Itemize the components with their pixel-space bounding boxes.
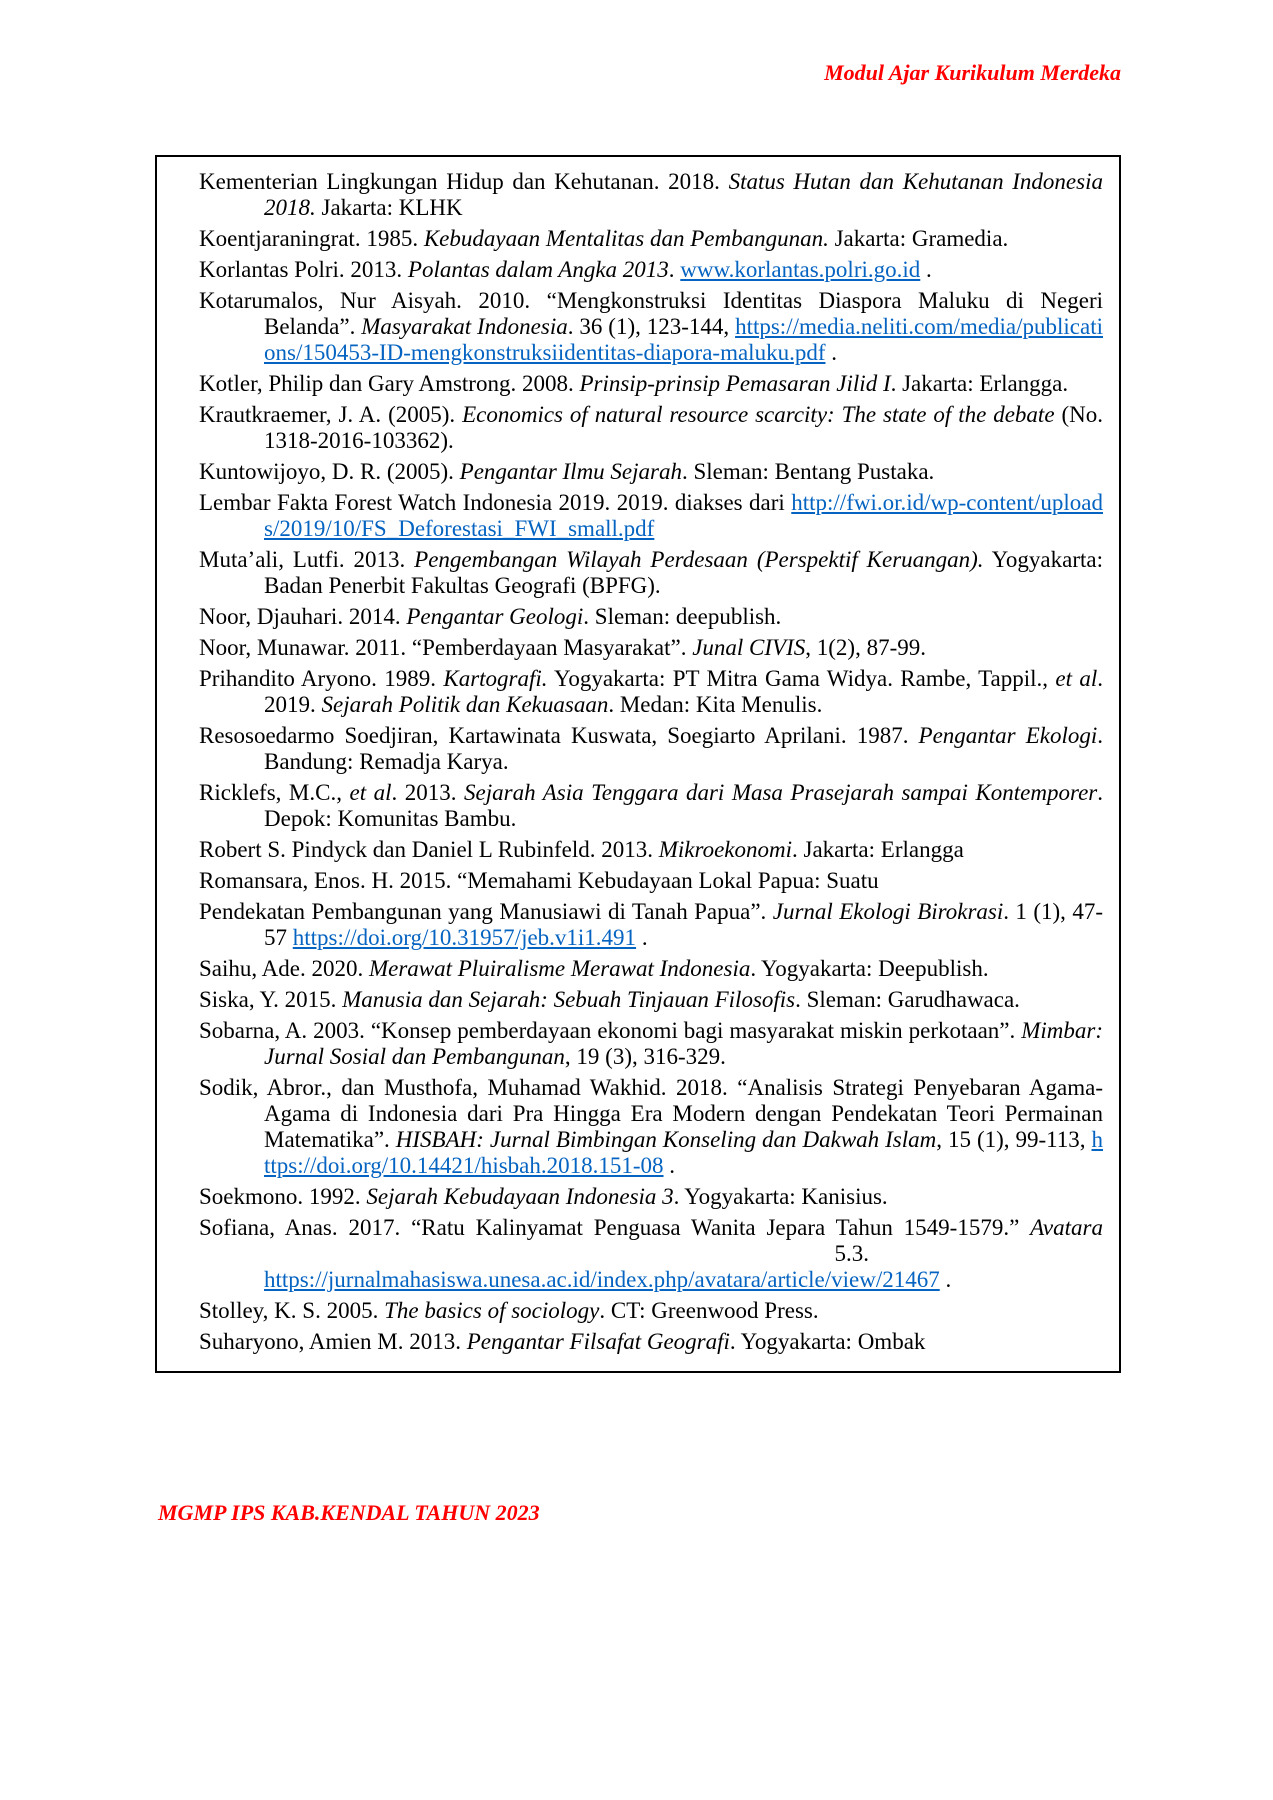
reference-text: Stolley, K. S. 2005. <box>199 1298 385 1323</box>
reference-text: , 19 (3), 316-329. <box>564 1044 726 1069</box>
reference-text: Muta’ali, Lutfi. 2013. <box>199 547 415 572</box>
reference-item <box>199 169 1103 221</box>
reference-text: Kuntowijoyo, D. R. (2005). <box>199 459 460 484</box>
reference-item <box>199 1018 1103 1070</box>
reference-item <box>199 604 1103 630</box>
reference-link[interactable]: https://media.neliti.com/media/publications/150453-ID-mengkonstruksiidentitas-diapora-maluku.pdf <box>264 314 1103 365</box>
reference-text: 5.3. <box>834 1241 870 1266</box>
references-list <box>199 169 1103 1355</box>
reference-text: Jakarta: Gramedia. <box>828 226 1009 251</box>
reference-text: Avatara <box>1030 1215 1103 1240</box>
reference-text: . <box>939 1267 952 1292</box>
reference-item <box>199 257 1103 283</box>
page-footer <box>158 1500 540 1526</box>
reference-text: . Yogyakarta: Deepublish. <box>750 956 989 981</box>
reference-item <box>199 780 1103 832</box>
reference-item <box>199 459 1103 485</box>
reference-link[interactable]: www.korlantas.polri.go.id <box>680 257 921 282</box>
reference-text: . Depok: Komunitas Bambu. <box>264 780 1103 831</box>
reference-text: Yogyakarta: PT Mitra Gama Widya. Rambe, Tappil., <box>547 666 1056 691</box>
reference-text: . 2019. <box>264 666 1103 717</box>
reference-text: et al <box>1055 666 1098 691</box>
reference-item <box>199 1298 1103 1324</box>
reference-text: . Sleman: deepublish. <box>583 604 782 629</box>
reference-item <box>199 371 1103 397</box>
reference-text: Mimbar: Jurnal Sosial dan Pembangunan <box>264 1018 1103 1069</box>
reference-text: Siska, Y. 2015. <box>199 987 343 1012</box>
reference-text: Sofiana, Anas. 2017. “Ratu Kalinyamat Penguasa Wanita Jepara Tahun 1549-1579.” <box>199 1215 1031 1240</box>
reference-item <box>199 1215 1103 1293</box>
reference-text: The basics of sociology <box>384 1298 600 1323</box>
reference-link[interactable]: https://jurnalmahasiswa.unesa.ac.id/index.php/avatara/article/view/21467 <box>264 1267 940 1292</box>
reference-text: Noor, Djauhari. 2014. <box>199 604 407 629</box>
reference-text: Resosoedarmo Soedjiran, Kartawinata Kuswata, Soegiarto Aprilani. 1987. <box>199 723 919 748</box>
footer-note: MGMP IPS KAB.KENDAL TAHUN 2023 <box>158 1500 540 1525</box>
reference-text: Kartografi. <box>443 666 548 691</box>
reference-text: Manusia dan Sejarah: Sebuah Tinjauan Filosofis <box>342 987 796 1012</box>
reference-text: Pendekatan Pembangunan yang Manusiawi di Tanah Papua”. <box>199 899 773 924</box>
reference-text: . <box>663 1153 676 1178</box>
reference-text: Pengantar Ekologi <box>918 723 1098 748</box>
reference-text: Jakarta: KLHK <box>315 195 463 220</box>
reference-text: . CT: Greenwood Press. <box>599 1298 819 1323</box>
reference-text: Junal CIVIS <box>692 635 806 660</box>
reference-text: Merawat Pluiralisme Merawat Indonesia <box>368 956 751 981</box>
reference-text: Pengantar Filsafat Geografi <box>466 1329 730 1354</box>
reference-text: Pengantar Ilmu Sejarah <box>459 459 682 484</box>
reference-text: Pengantar Geologi <box>406 604 584 629</box>
reference-item <box>199 288 1103 366</box>
reference-text: Status Hutan dan Kehutanan Indonesia 2018. <box>264 169 1103 220</box>
reference-text: Pengembangan Wilayah Perdesaan (Perspektif Keruangan). <box>414 547 984 572</box>
reference-text: Kebudayaan Mentalitas dan Pembangunan. <box>423 226 829 251</box>
reference-text: . Yogyakarta: Ombak <box>729 1329 926 1354</box>
reference-text: Saihu, Ade. 2020. <box>199 956 369 981</box>
reference-item <box>199 899 1103 951</box>
reference-text: Ricklefs, M.C., <box>199 780 350 805</box>
reference-text: . Jakarta: Erlangga <box>792 837 964 862</box>
reference-text: Korlantas Polri. 2013. <box>199 257 408 282</box>
reference-text: Noor, Munawar. 2011. “Pemberdayaan Masyarakat”. <box>199 635 693 660</box>
reference-link[interactable]: http://fwi.or.id/wp-content/uploads/2019/10/FS_Deforestasi_FWI_small.pdf <box>264 490 1103 541</box>
reference-link[interactable]: https://doi.org/10.14421/hisbah.2018.151-08 <box>264 1127 1104 1178</box>
reference-text: (No. 1318-2016-103362). <box>264 402 1103 453</box>
reference-text: Prihandito Aryono. 1989. <box>199 666 444 691</box>
reference-text: Yogyakarta: Badan Penerbit Fakultas Geografi (BPFG). <box>264 547 1103 598</box>
reference-text: . 36 (1), 123-144, <box>567 314 736 339</box>
reference-text: Robert S. Pindyck dan Daniel L Rubinfeld. 2013. <box>199 837 659 862</box>
reference-text: . Medan: Kita Menulis. <box>608 692 823 717</box>
reference-item <box>199 666 1103 718</box>
reference-item <box>199 1329 1103 1355</box>
reference-text: Polantas dalam Angka 2013 <box>407 257 669 282</box>
reference-text: Sejarah Asia Tenggara dari Masa Prasejarah sampai Kontemporer <box>464 780 1098 805</box>
reference-text: . Yogyakarta: Kanisius. <box>673 1184 888 1209</box>
reference-text: , 1(2), 87-99. <box>805 635 926 660</box>
reference-text: Sobarna, A. 2003. “Konsep pemberdayaan ekonomi bagi masyarakat miskin perkotaan”. <box>199 1018 1022 1043</box>
reference-text: . Jakarta: Erlangga. <box>890 371 1069 396</box>
reference-text: . Sleman: Bentang Pustaka. <box>681 459 935 484</box>
reference-item <box>199 987 1103 1013</box>
reference-text: Kotarumalos, Nur Aisyah. 2010. “Mengkonstruksi Identitas Diaspora Maluku di Negeri Belanda”. <box>199 288 1103 339</box>
page-header <box>155 60 1121 86</box>
reference-text: . <box>636 925 648 950</box>
reference-text: Sejarah Kebudayaan Indonesia 3 <box>366 1184 674 1209</box>
reference-text: Masyarakat Indonesia <box>361 314 568 339</box>
reference-text: Soekmono. 1992. <box>199 1184 367 1209</box>
reference-text: . <box>668 257 681 282</box>
reference-text: Suharyono, Amien M. 2013. <box>199 1329 467 1354</box>
reference-item <box>199 1075 1103 1179</box>
reference-text: Koentjaraningrat. 1985. <box>199 226 424 251</box>
reference-item <box>199 226 1103 252</box>
reference-item <box>199 547 1103 599</box>
reference-item <box>199 837 1103 863</box>
reference-text: Lembar Fakta Forest Watch Indonesia 2019. 2019. diakses dari <box>199 490 792 515</box>
header-note: Modul Ajar Kurikulum Merdeka <box>824 60 1121 85</box>
reference-text: . 2013. <box>391 780 465 805</box>
reference-text: , 15 (1), 99-113, <box>936 1127 1092 1152</box>
reference-item <box>199 868 1103 894</box>
reference-text: Sejarah Politik dan Kekuasaan <box>321 692 609 717</box>
reference-text: Mikroekonomi <box>658 837 793 862</box>
reference-text: Kementerian Lingkungan Hidup dan Kehutanan. 2018. <box>199 169 729 194</box>
reference-text: Sodik, Abror., dan Musthofa, Muhamad Wakhid. 2018. “Analisis Strategi Penyebaran Agama-Agama di Indonesia dari Pra Hingga Era Modern dengan Pendekatan Teori Permainan Matematika”. <box>199 1075 1103 1152</box>
reference-text: . Bandung: Remadja Karya. <box>264 723 1103 774</box>
reference-text: Krautkraemer, J. A. (2005). <box>199 402 463 427</box>
reference-text: Jurnal Ekologi Birokrasi <box>772 899 1004 924</box>
reference-text: Economics of natural resource scarcity: The state of the debate <box>462 402 1055 427</box>
reference-item <box>199 402 1103 454</box>
references-box <box>155 155 1121 1373</box>
reference-text: et al <box>349 780 392 805</box>
reference-text: . <box>920 257 932 282</box>
reference-item <box>199 635 1103 661</box>
reference-item <box>199 490 1103 542</box>
reference-text: HISBAH: Jurnal Bimbingan Konseling dan Dakwah Islam <box>395 1127 937 1152</box>
reference-text: Romansara, Enos. H. 2015. “Memahami Kebudayaan Lokal Papua: Suatu <box>199 868 879 893</box>
reference-text: . <box>825 340 837 365</box>
reference-text: . Sleman: Garudhawaca. <box>795 987 1020 1012</box>
reference-text: . 1 (1), 47-57 <box>264 899 1103 950</box>
reference-text: Kotler, Philip dan Gary Amstrong. 2008. <box>199 371 580 396</box>
reference-item <box>199 723 1103 775</box>
reference-text: Prinsip-prinsip Pemasaran Jilid I <box>579 371 891 396</box>
reference-link[interactable]: https://doi.org/10.31957/jeb.v1i1.491 <box>292 925 637 950</box>
reference-item <box>199 956 1103 982</box>
reference-item <box>199 1184 1103 1210</box>
